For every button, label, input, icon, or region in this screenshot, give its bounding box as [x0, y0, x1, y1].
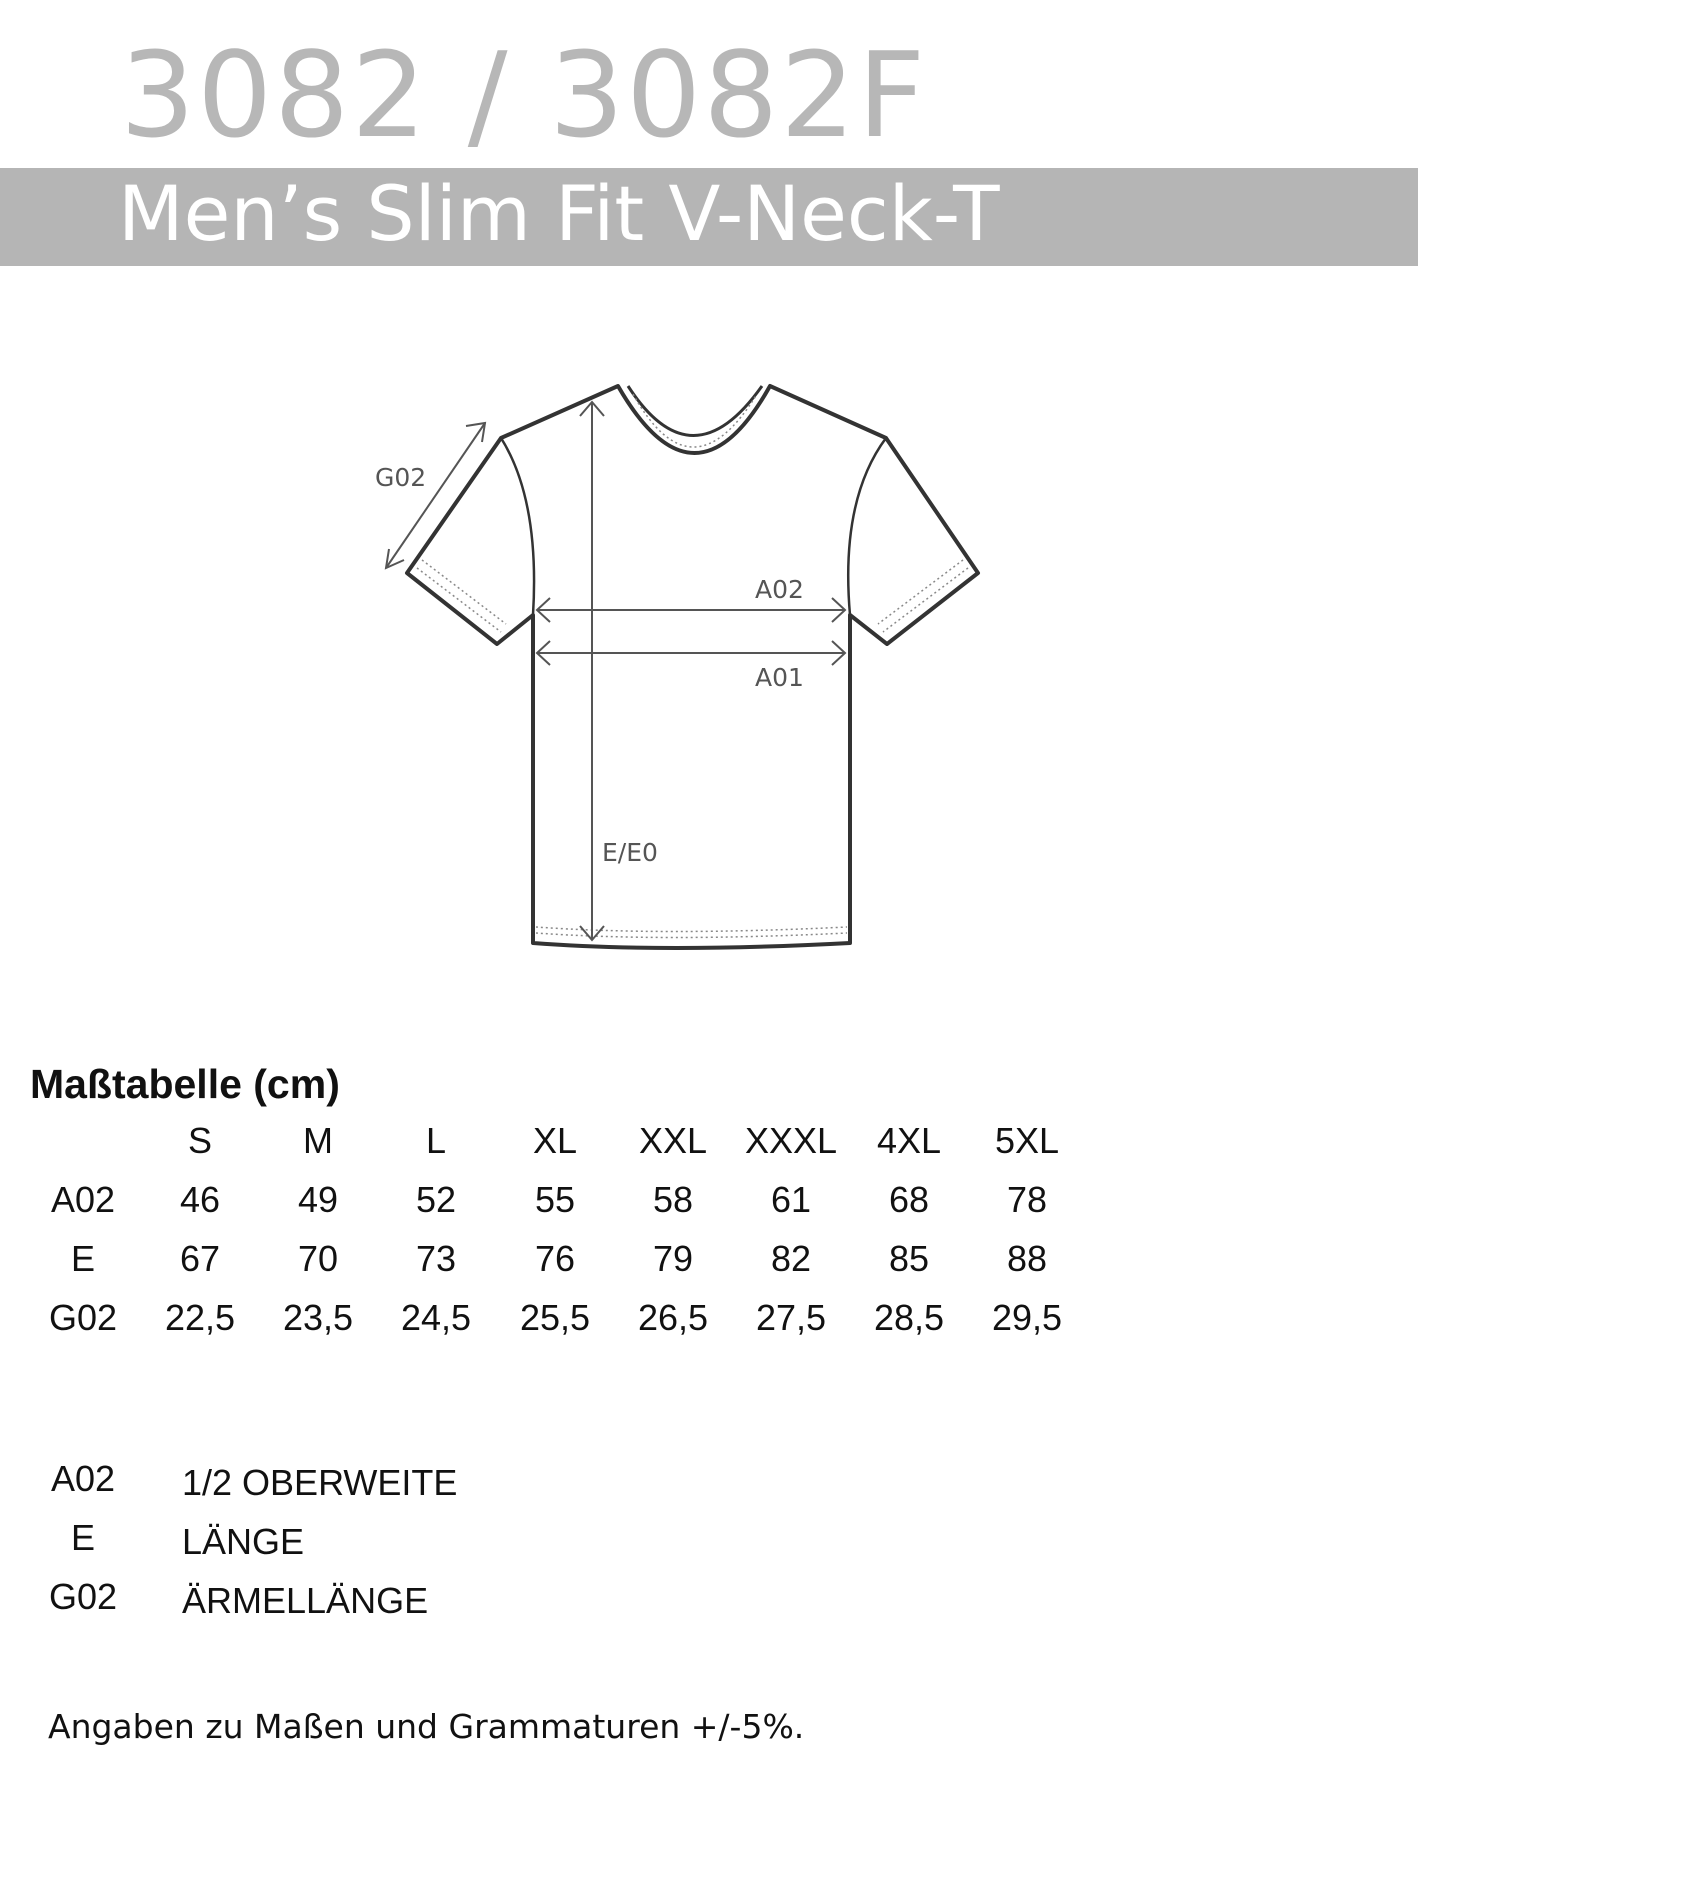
tshirt-measurement-diagram	[370, 380, 990, 980]
table-cell: 27,5	[755, 1297, 827, 1338]
table-cell: 58	[652, 1179, 694, 1220]
table-cell: 70	[297, 1238, 339, 1279]
body-length-arrow	[580, 402, 604, 940]
table-cell: 78	[1006, 1179, 1048, 1220]
measurement-legend	[30, 1455, 630, 1632]
size-header: XXXL	[744, 1120, 838, 1161]
table-cell: 23,5	[282, 1297, 354, 1338]
size-table-heading: Maßtabelle (cm)	[30, 1061, 340, 1107]
row-label: E	[70, 1238, 95, 1279]
legend-description: 1/2 OBERWEITE	[182, 1462, 458, 1503]
chest-lower-arrow	[537, 641, 845, 665]
legend-code: A02	[50, 1458, 116, 1499]
size-header: 4XL	[876, 1120, 942, 1161]
size-header-row	[30, 1117, 1090, 1176]
table-cell: 61	[770, 1179, 812, 1220]
size-table	[30, 1117, 1090, 1353]
table-row	[30, 1235, 1090, 1294]
size-header: XXL	[638, 1120, 708, 1161]
row-label: A02	[50, 1179, 116, 1220]
table-cell: 24,5	[400, 1297, 472, 1338]
sleeve-label: G02	[375, 463, 427, 492]
table-cell: 67	[179, 1238, 221, 1279]
model-number: 3082 / 3082F	[120, 26, 928, 164]
legend-description: ÄRMELLÄNGE	[182, 1580, 429, 1621]
product-title: Men’s Slim Fit V-Neck-T	[118, 169, 1000, 258]
table-row	[30, 1176, 1090, 1235]
table-cell: 68	[888, 1179, 930, 1220]
tolerance-footnote: Angaben zu Maßen und Grammaturen +/-5%.	[48, 1707, 805, 1746]
length-label: E/E0	[602, 838, 658, 867]
legend-item	[30, 1455, 630, 1514]
table-cell: 29,5	[991, 1297, 1063, 1338]
size-header: 5XL	[994, 1120, 1060, 1161]
table-cell: 88	[1006, 1238, 1048, 1279]
table-cell: 85	[888, 1238, 930, 1279]
size-header: M	[303, 1120, 333, 1161]
table-row	[30, 1294, 1090, 1353]
legend-code: E	[70, 1517, 95, 1558]
chest-lower-label: A01	[755, 663, 804, 692]
sleeve-length-arrow	[386, 423, 485, 568]
chest-upper-label: A02	[755, 575, 804, 604]
table-cell: 79	[652, 1238, 694, 1279]
tshirt-outline	[407, 386, 978, 948]
table-cell: 82	[770, 1238, 812, 1279]
size-header: XL	[532, 1120, 578, 1161]
legend-description: LÄNGE	[182, 1521, 305, 1562]
table-cell: 76	[534, 1238, 576, 1279]
table-cell: 22,5	[164, 1297, 236, 1338]
size-header: S	[187, 1120, 212, 1161]
table-cell: 73	[415, 1238, 457, 1279]
table-cell: 55	[534, 1179, 576, 1220]
table-cell: 49	[297, 1179, 339, 1220]
table-cell: 46	[179, 1179, 221, 1220]
table-cell: 26,5	[637, 1297, 709, 1338]
size-header: L	[425, 1120, 447, 1161]
legend-item	[30, 1573, 630, 1632]
table-cell: 52	[415, 1179, 457, 1220]
legend-code: G02	[48, 1576, 118, 1617]
table-cell: 25,5	[519, 1297, 591, 1338]
table-cell: 28,5	[873, 1297, 945, 1338]
row-label: G02	[48, 1297, 118, 1338]
legend-item	[30, 1514, 630, 1573]
